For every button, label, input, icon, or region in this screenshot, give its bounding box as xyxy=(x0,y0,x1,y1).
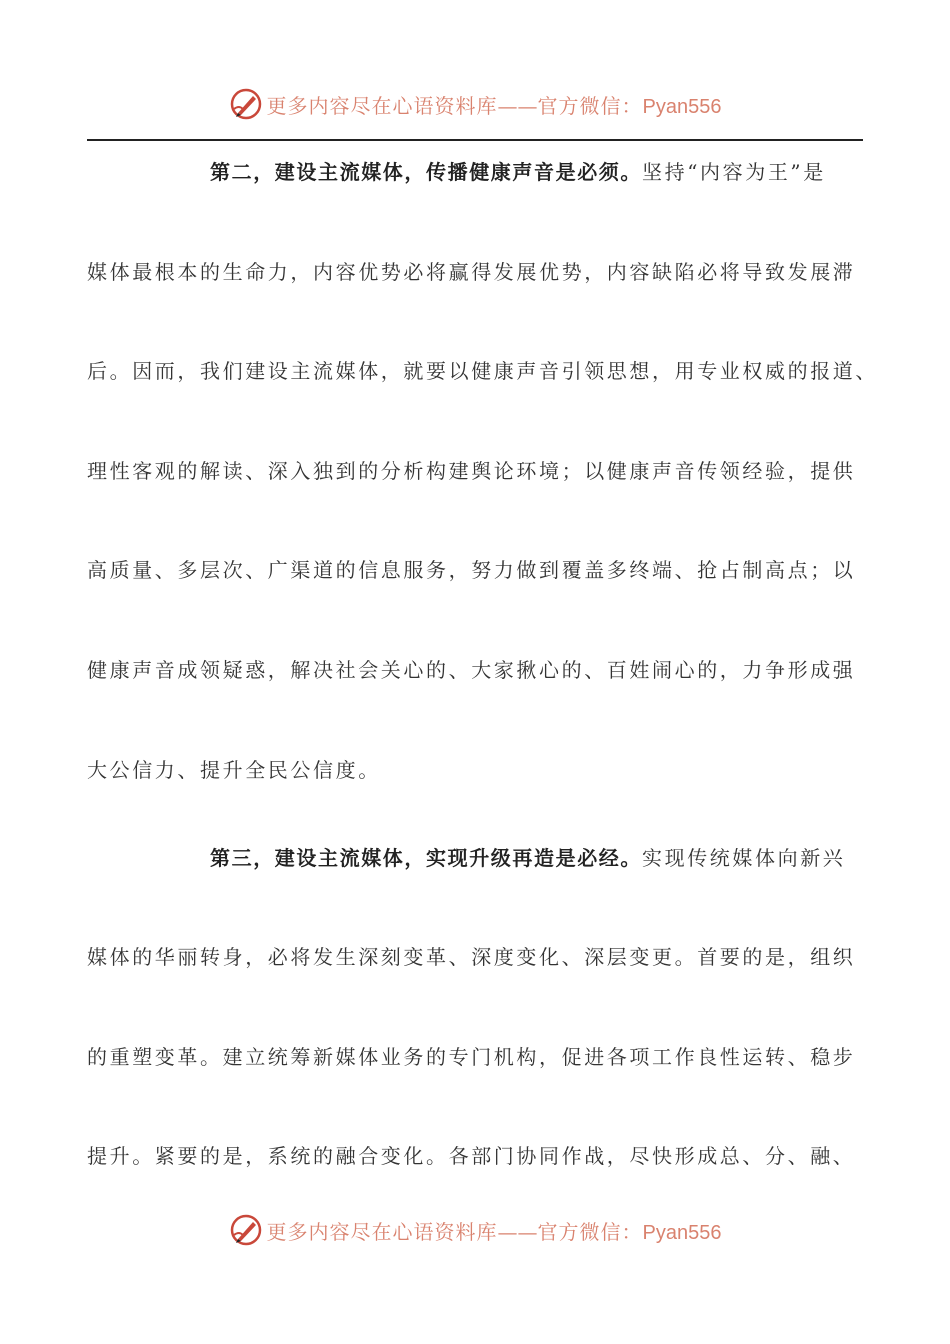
paragraph-2-line: 的重塑变革。建立统筹新媒体业务的专门机构，促进各项工作良性运转、稳步 xyxy=(87,1044,856,1069)
paragraph-2-line: 媒体的华丽转身，必将发生深刻变革、深度变化、深层变更。首要的是，组织 xyxy=(87,945,856,970)
paragraph-1-first-line xyxy=(87,142,887,242)
pen-logo-icon xyxy=(229,87,263,121)
site-text: 更多内容尽在心语资料库 xyxy=(266,1219,498,1244)
paragraph-1-line: 理性客观的解读、深入独到的分析构建舆论环境；以健康声音传领经验，提供 xyxy=(87,458,856,483)
paragraph-1-line: 媒体最根本的生命力，内容优势必将赢得发展优势，内容缺陷必将导致发展滞 xyxy=(87,259,856,284)
wechat-label: 官方微信： xyxy=(537,1219,643,1244)
banner-dash: —— xyxy=(497,1219,538,1244)
paragraph-1-line: 后。因而，我们建设主流媒体，就要以健康声音引领思想，用专业权威的报道、 xyxy=(87,359,878,384)
paragraph-1-line: 高质量、多层次、广渠道的信息服务，努力做到覆盖多终端、抢占制高点；以 xyxy=(87,558,856,583)
header-divider xyxy=(87,139,863,141)
wechat-id: Pyan556 xyxy=(642,1221,722,1244)
wechat-id: Pyan556 xyxy=(642,95,722,118)
header-banner xyxy=(0,84,950,124)
site-text: 更多内容尽在心语资料库 xyxy=(266,93,498,118)
wechat-label: 官方微信： xyxy=(537,93,643,118)
footer-banner xyxy=(0,1210,950,1250)
paragraph-2-line: 提升。紧要的是，系统的融合变化。各部门协同作战，尽快形成总、分、融、 xyxy=(87,1144,856,1169)
banner-text xyxy=(267,90,722,119)
banner-text xyxy=(267,1216,722,1245)
paragraph-1-first-rest: 坚持“内容为王”是 xyxy=(642,160,826,184)
document-body xyxy=(87,142,887,1226)
paragraph-2-first-rest: 实现传统媒体向新兴 xyxy=(642,845,846,870)
paragraph-1-lead: 第二，建设主流媒体，传播健康声音是必须。 xyxy=(210,160,642,184)
pen-logo-icon xyxy=(229,1213,263,1247)
paragraph-1-line: 健康声音成领疑惑，解决社会关心的、大家揪心的、百姓闹心的，力争形成强 xyxy=(87,657,856,682)
paragraph-1-line: 大公信力、提升全民公信度。 xyxy=(87,757,381,782)
paragraph-2-first-line xyxy=(87,828,887,928)
banner-dash: —— xyxy=(497,93,538,118)
paragraph-2-lead: 第三，建设主流媒体，实现升级再造是必经。 xyxy=(210,845,642,870)
